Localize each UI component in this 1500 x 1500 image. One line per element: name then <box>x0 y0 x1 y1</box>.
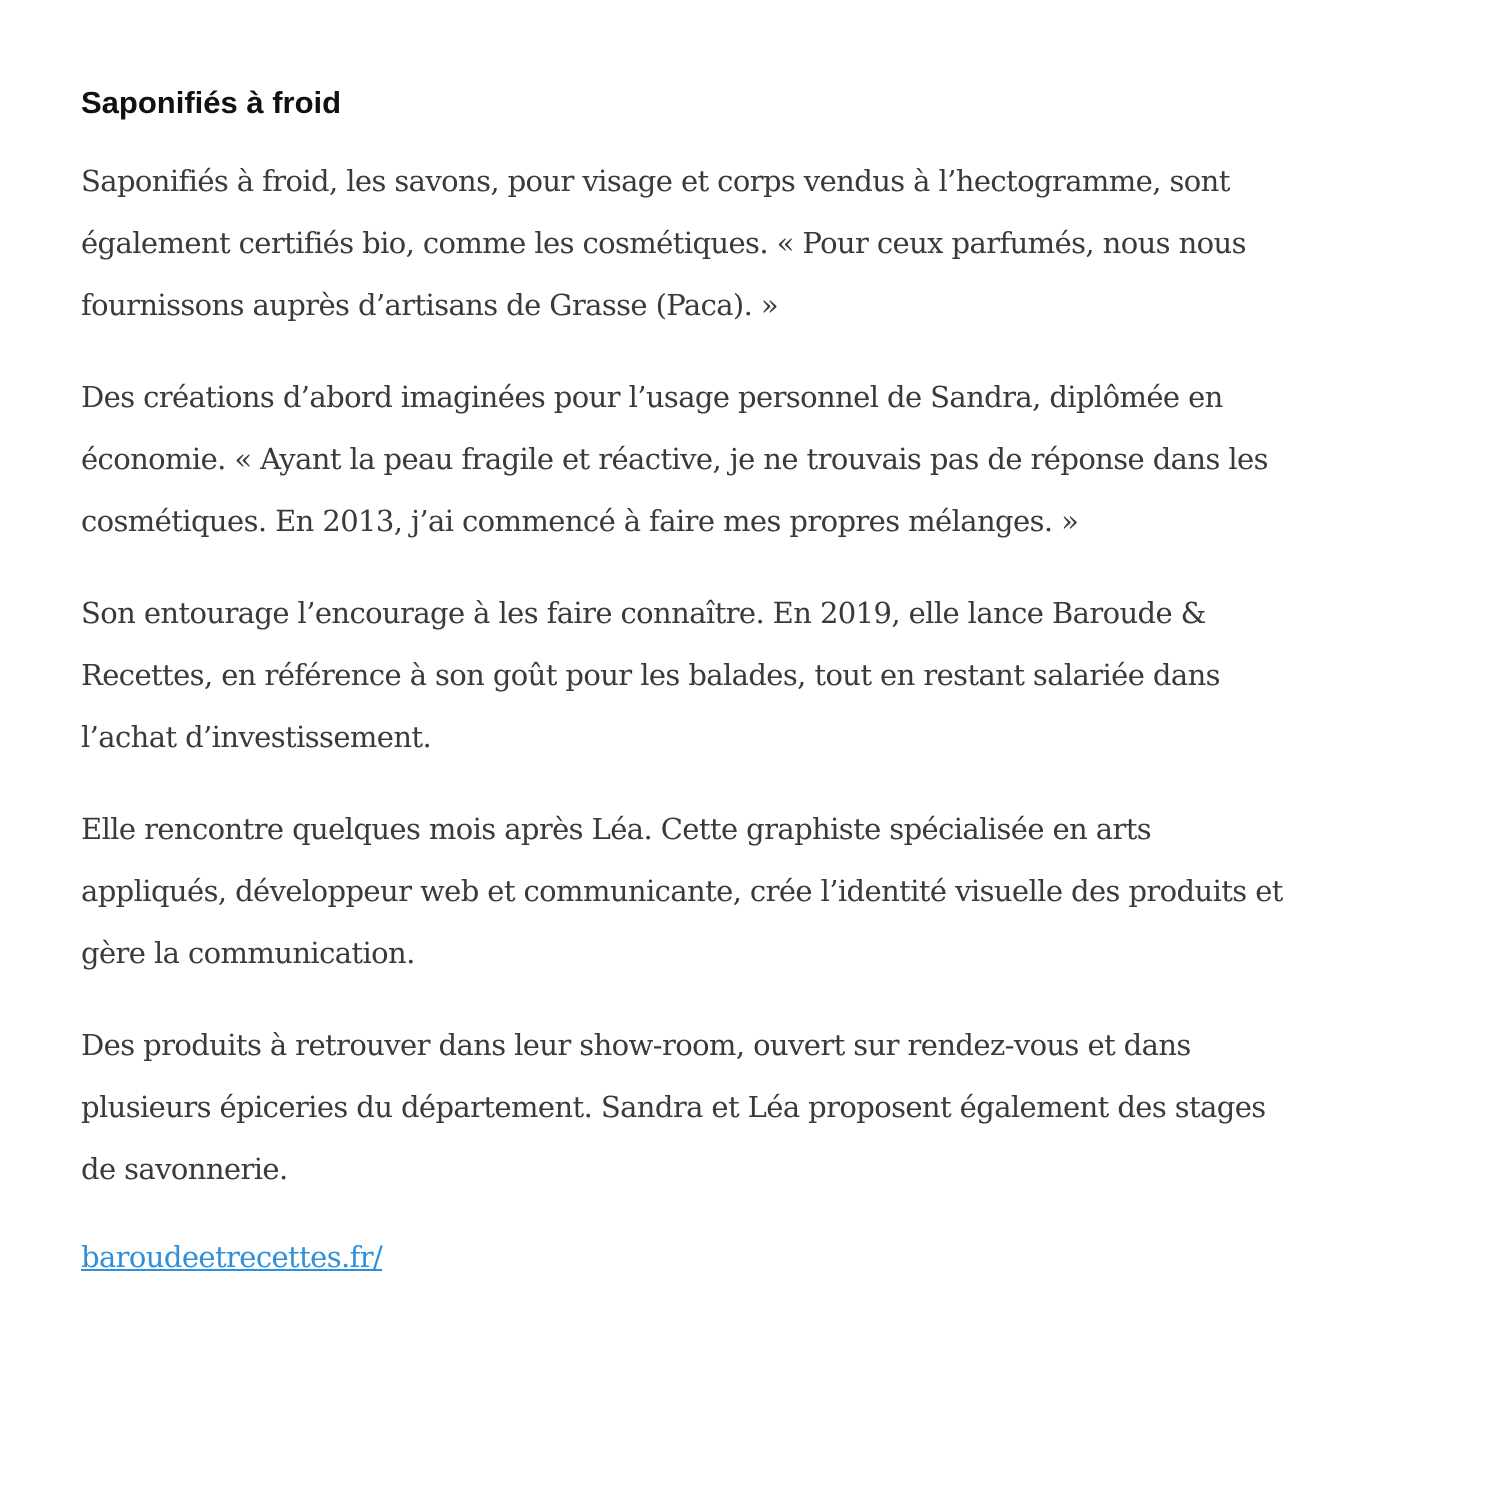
paragraph: Elle rencontre quelques mois après Léa. Cette graphiste spécialisée en arts appliqués, développeur web et communicante, crée l’identité visuelle des produits et gère la communication. <box>81 812 1283 970</box>
section-heading: Saponifiés à froid <box>81 85 342 120</box>
website-link[interactable]: baroudeetrecettes.fr/ <box>81 1240 383 1274</box>
paragraph: Des produits à retrouver dans leur show-room, ouvert sur rendez-vous et dans plusieurs épiceries du département. Sandra et Léa proposent également des stages de savonnerie. <box>81 1028 1266 1186</box>
paragraph: Saponifiés à froid, les savons, pour visage et corps vendus à l’hectogramme, sont également certifiés bio, comme les cosmétiques. « Pour ceux parfumés, nous nous fournissons auprès d’artisans de Grasse (Paca). » <box>81 164 1246 322</box>
paragraph: Son entourage l’encourage à les faire connaître. En 2019, elle lance Baroude & Recettes, en référence à son goût pour les balades, tout en restant salariée dans l’achat d’investissement. <box>81 596 1220 754</box>
paragraph: Des créations d’abord imaginées pour l’usage personnel de Sandra, diplômée en économie. « Ayant la peau fragile et réactive, je ne trouvais pas de réponse dans les cosmétiques. En 2013, j’ai commencé à faire mes propres mélanges. » <box>81 380 1268 538</box>
article-body <box>81 78 1291 1288</box>
